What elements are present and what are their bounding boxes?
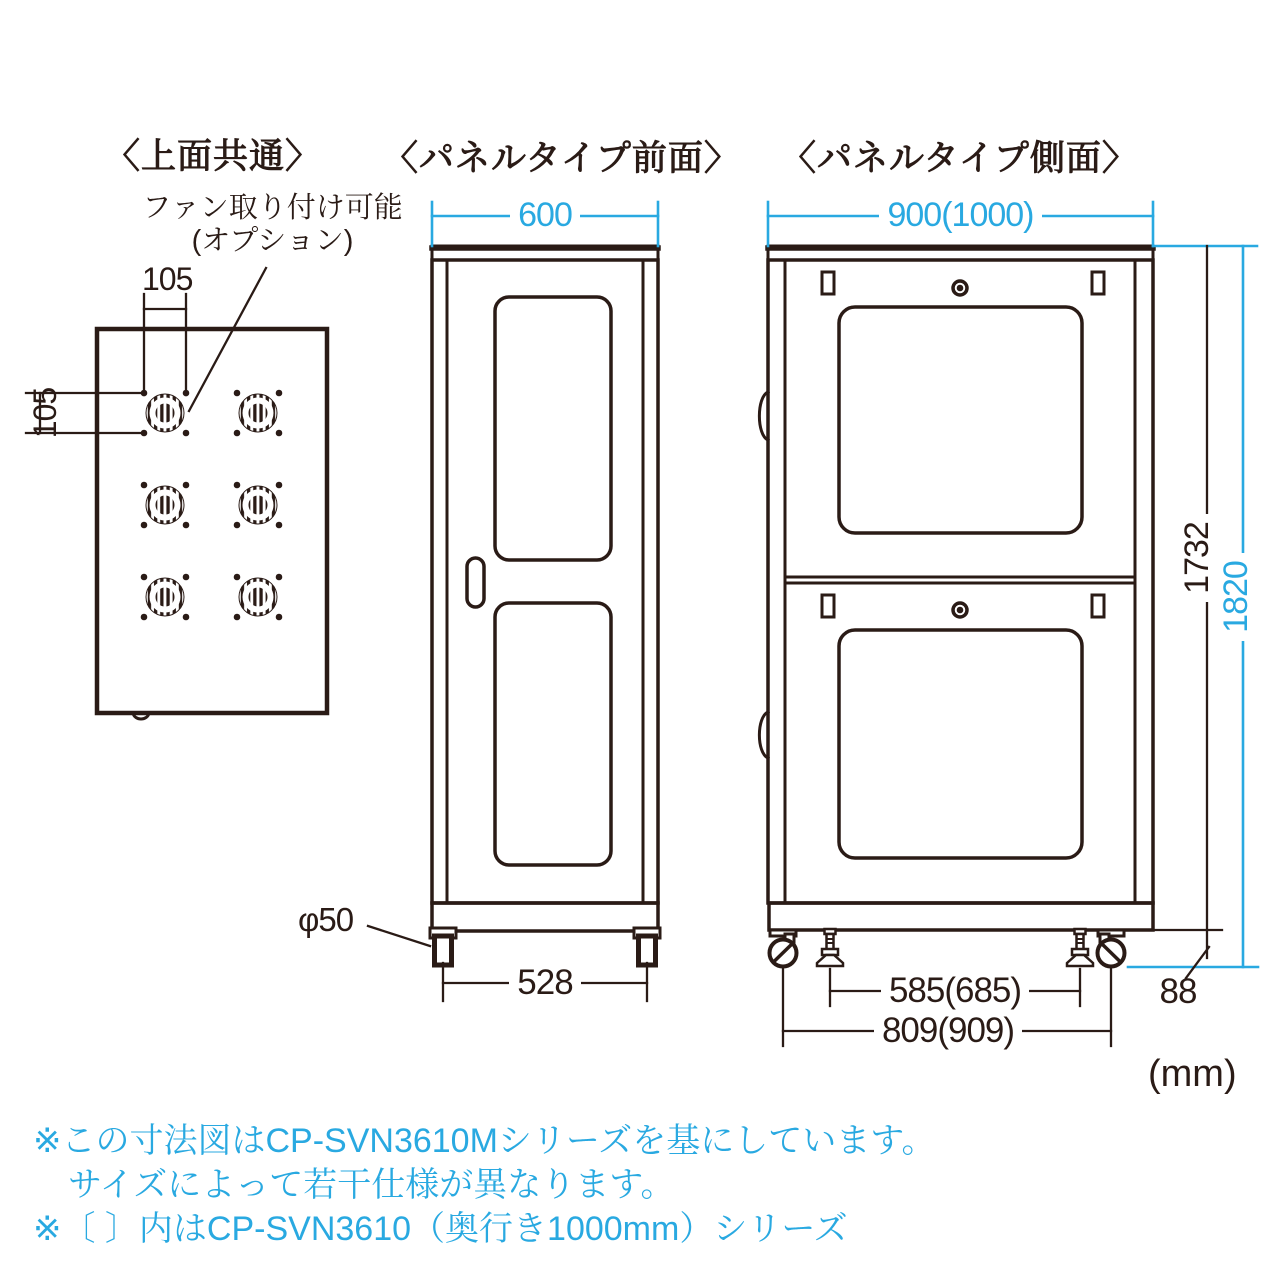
dim-total-height-value: 1820: [1217, 553, 1256, 641]
dim-fan-pitch-horizontal: 105: [142, 261, 193, 297]
dim-caster-diameter: φ50: [298, 901, 354, 938]
dim-body-height-value: 1732: [1178, 514, 1217, 602]
front-view-title: 〈パネルタイプ前面〉: [383, 139, 740, 178]
dim-fan-pitch-vertical: [22, 378, 68, 448]
dim-front-width: [432, 196, 658, 235]
dim-leveler-pitch: [805, 971, 1105, 1011]
dim-total-height: [1216, 524, 1256, 670]
fan-option-note: [140, 192, 405, 259]
note-line-2: サイズによって若干仕様が異なります。: [68, 1166, 675, 1204]
dim-side-depth-value: 900(1000): [879, 196, 1041, 235]
dim-side-caster-pitch-value: 809(909): [874, 1011, 1022, 1051]
dim-side-depth: [768, 196, 1153, 235]
fan-note-line1: ファン取り付け可能: [142, 192, 403, 224]
top-view-drawing: [97, 329, 327, 719]
front-view-drawing: [430, 246, 660, 965]
note-line-3: ※〔 〕内はCP-SVN3610（奥行き1000mm）シリーズ: [33, 1210, 848, 1248]
dim-front-caster-pitch-value: 528: [509, 963, 580, 1003]
dim-fan-pitch-vertical-value: 105: [26, 387, 63, 439]
dim-leveler-pitch-value: 585(685): [881, 971, 1029, 1011]
dim-side-caster-pitch: [780, 1011, 1116, 1051]
top-view-title: 〈上面共通〉: [105, 137, 322, 176]
side-view-drawing: [759, 246, 1153, 967]
dim-base-height: 88: [1159, 972, 1197, 1011]
fan-note-line2: (オプション): [191, 225, 354, 258]
dim-front-width-value: 600: [510, 196, 580, 235]
unit-label: (mm): [1148, 1053, 1237, 1095]
side-view-title: 〈パネルタイプ側面〉: [781, 139, 1138, 178]
dim-body-height: [1177, 485, 1217, 631]
dim-front-caster-pitch: [432, 963, 658, 1003]
note-line-1: ※この寸法図はCP-SVN3610Mシリーズを基にしています。: [33, 1122, 936, 1160]
